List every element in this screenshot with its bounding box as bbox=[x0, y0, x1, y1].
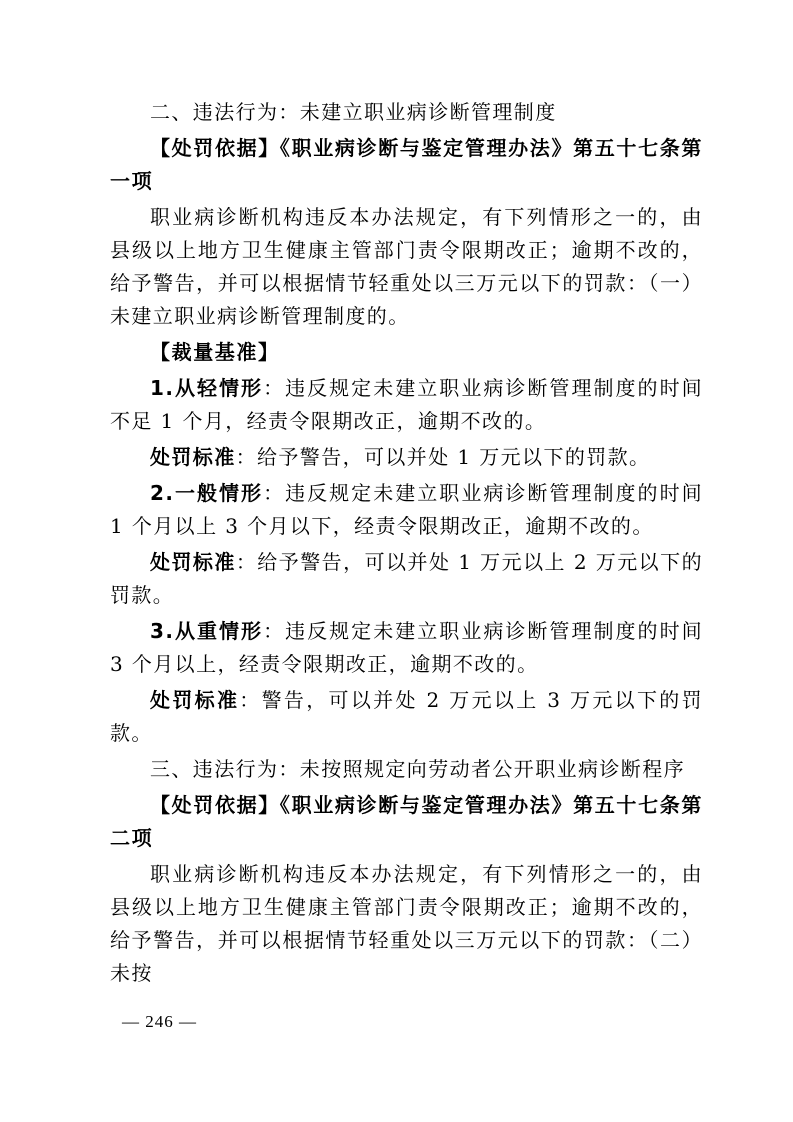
penalty-label: 处罚标准 bbox=[150, 550, 236, 574]
violation-title: 二、违法行为：未建立职业病诊断管理制度 bbox=[150, 100, 557, 124]
penalty-label: 处罚标准 bbox=[150, 688, 240, 712]
discretion-standard-heading: 【裁量基准】 bbox=[150, 340, 280, 364]
penalty-text: ：警告，可以并处 2 万元以上 3 万元以下的罚款。 bbox=[110, 688, 703, 745]
tier-text: ：违反规定未建立职业病诊断管理制度的时间 3 个月以上，经责令限期改正，逾期不改的。 bbox=[110, 619, 703, 676]
penalty-text: ：给予警告，可以并处 1 万元以下的罚款。 bbox=[235, 445, 651, 469]
tier-label: 3.从重情形 bbox=[150, 619, 264, 643]
tier-text: ：违反规定未建立职业病诊断管理制度的时间 1 个月以上 3 个月以下，经责令限期改正，逾期不改的。 bbox=[110, 481, 703, 538]
penalty-standard-severe bbox=[110, 684, 703, 750]
tier-text: ：违反规定未建立职业病诊断管理制度的时间不足 1 个月，经责令限期改正，逾期不改的。 bbox=[110, 376, 703, 433]
violation-title: 三、违法行为：未按照规定向劳动者公开职业病诊断程序 bbox=[150, 757, 685, 781]
penalty-standard-lenient bbox=[110, 441, 703, 474]
penalty-basis-text: 职业病诊断机构违反本办法规定，有下列情形之一的，由县级以上地方卫生健康主管部门责令限期改正；逾期不改的，给予警告，并可以根据情节轻重处以三万元以下的罚款：（一）未建立职业病诊断管理制度的。 bbox=[110, 205, 703, 328]
penalty-basis-heading: 【处罚依据】《职业病诊断与鉴定管理办法》第五十七条第二项 bbox=[110, 793, 703, 850]
page-number: — 246 — bbox=[122, 1012, 197, 1031]
tier-lenient bbox=[110, 372, 703, 438]
penalty-standard-general bbox=[110, 546, 703, 612]
penalty-basis-text: 职业病诊断机构违反本办法规定，有下列情形之一的，由县级以上地方卫生健康主管部门责令限期改正；逾期不改的，给予警告，并可以根据情节轻重处以三万元以下的罚款：（二）未按 bbox=[110, 862, 703, 985]
penalty-basis-heading: 【处罚依据】《职业病诊断与鉴定管理办法》第五十七条第一项 bbox=[110, 136, 703, 193]
tier-general bbox=[110, 477, 703, 543]
tier-label: 2.一般情形 bbox=[150, 481, 264, 505]
tier-label: 1.从轻情形 bbox=[150, 376, 264, 400]
tier-severe bbox=[110, 615, 703, 681]
document-page bbox=[110, 96, 703, 990]
penalty-text: ：给予警告，可以并处 1 万元以上 2 万元以下的罚款。 bbox=[110, 550, 703, 607]
penalty-label: 处罚标准 bbox=[150, 445, 236, 469]
